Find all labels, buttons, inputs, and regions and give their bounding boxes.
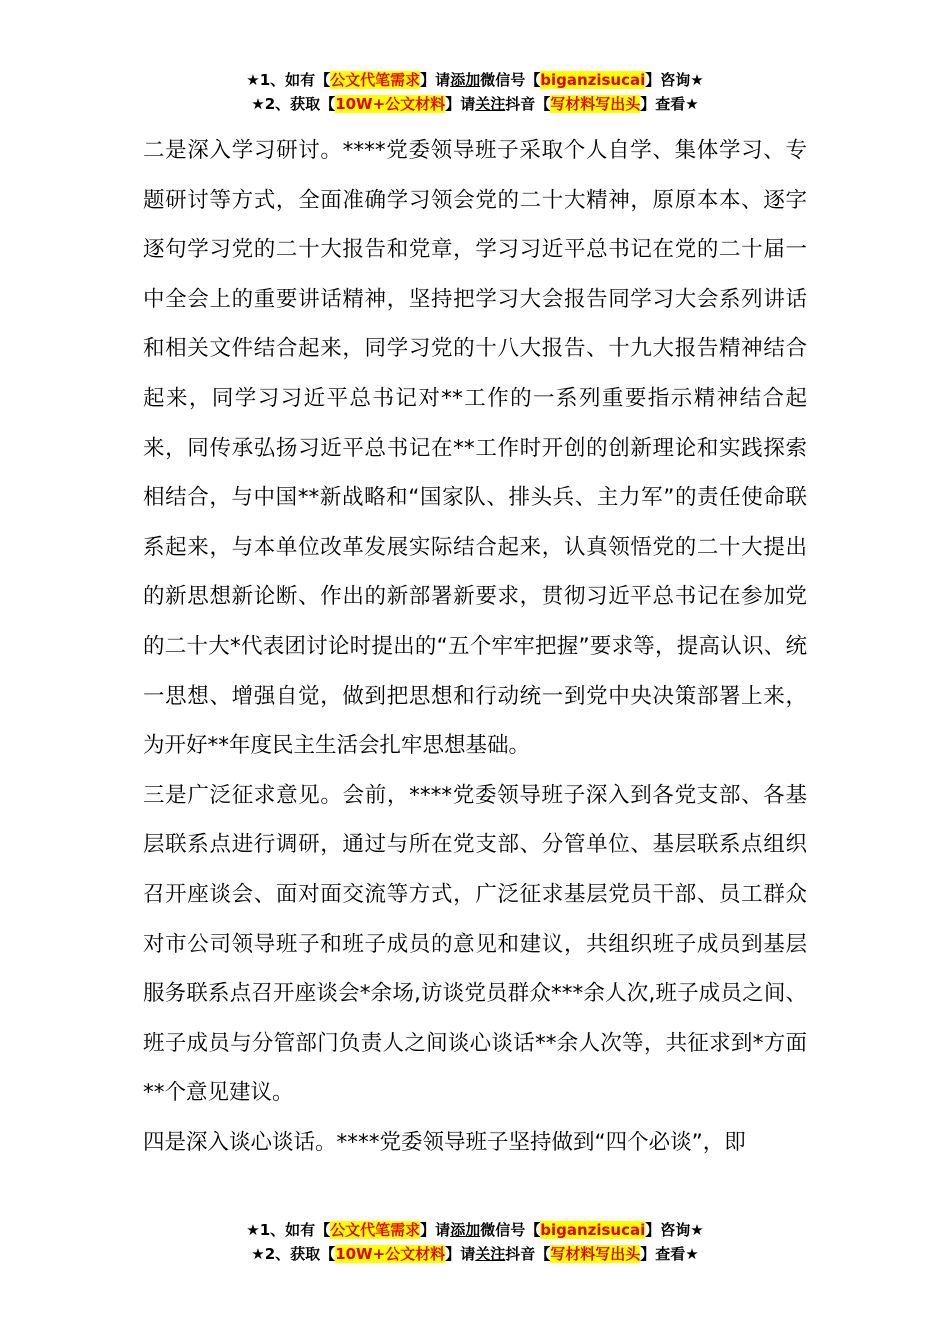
banner-text: 】咨询★ [645,1221,704,1239]
underlined-follow: 关注 [475,1245,506,1263]
banner-line-2 [0,92,950,116]
banner-text: ★1、如有【 [246,1221,331,1239]
highlight-douyin-account: 写材料写出头 [550,1245,641,1263]
highlight-wechat-id: biganzisucai [540,1221,646,1239]
banner-text: 抖音【 [505,95,551,113]
paragraph-study-discussion: 二是深入学习研讨。****党委领导班子采取个人自学、集体学习、专题研讨等方式，全面准确学习领会党的二十大精神，原原本本、逐字逐句学习党的二十大报告和党章，学习习近平总书记在党的二十届一中全会上的重要讲话精神，坚持把学习大会报告同学习大会系列讲话和相关文件结合起来，同学习党的十八大报告、十九大报告精神结合起来，同学习习近平总书记对**工作的一系列重要指示精神结合起来，同传承弘扬习近平总书记在**工作时开创的创新理论和实践探索相结合，与中国**新战略和“国家队、排头兵、主力军”的责任使命联系起来，与本单位改革发展实际结合起来，认真领悟党的二十大提出的新思想新论断、作出的新部署新要求，贯彻习近平总书记在参加党的二十大*代表团讨论时提出的“五个牢牢把握”要求等，提高认识、统一思想、增强自觉，做到把思想和行动统一到党中央决策部署上来，为开好**年度民主生活会扎牢思想基础。 [143,138,807,759]
banner-text: 】查看★ [640,1245,699,1263]
underlined-add: 添加 [450,1221,481,1239]
banner-line-1 [0,68,950,92]
banner-text: 】咨询★ [645,71,704,89]
banner-text: 抖音【 [505,1245,551,1263]
banner-text: ★2、获取【 [251,95,336,113]
paragraph-heart-to-heart-talks: 四是深入谈心谈话。****党委领导班子坚持做到“四个必谈”，即 [143,1129,746,1155]
banner-text: ★2、获取【 [251,1245,336,1263]
banner-text: 】请 [420,71,451,89]
banner-line-2 [0,1242,950,1266]
highlight-wechat-id: biganzisucai [540,71,646,89]
banner-line-1 [0,1218,950,1242]
underlined-follow: 关注 [475,95,506,113]
highlight-materials: 10W+公文材料 [335,95,446,113]
banner-text: 】查看★ [640,95,699,113]
document-body [143,126,807,1167]
header-banner [0,68,950,116]
paragraph-solicit-opinions: 三是广泛征求意见。会前，****党委领导班子深入到各党支部、各基层联系点进行调研，通过与所在党支部、分管单位、基层联系点组织召开座谈会、面对面交流等方式，广泛征求基层党员干部、员工群众对市公司领导班子和班子成员的意见和建议，共组织班子成员到基层服务联系点召开座谈会*余场,访谈党员群众***余人次,班子成员之间、班子成员与分管部门负责人之间谈心谈话**余人次等，共征求到*方面**个意见建议。 [143,782,807,1106]
banner-text: 】请 [445,1245,476,1263]
banner-text: ★1、如有【 [246,71,331,89]
underlined-add: 添加 [450,71,481,89]
banner-text: 微信号【 [480,71,541,89]
highlight-ghostwriting: 公文代笔需求 [330,71,421,89]
highlight-douyin-account: 写材料写出头 [550,95,641,113]
banner-text: 】请 [445,95,476,113]
banner-text: 微信号【 [480,1221,541,1239]
footer-banner [0,1218,950,1266]
highlight-ghostwriting: 公文代笔需求 [330,1221,421,1239]
banner-text: 】请 [420,1221,451,1239]
highlight-materials: 10W+公文材料 [335,1245,446,1263]
